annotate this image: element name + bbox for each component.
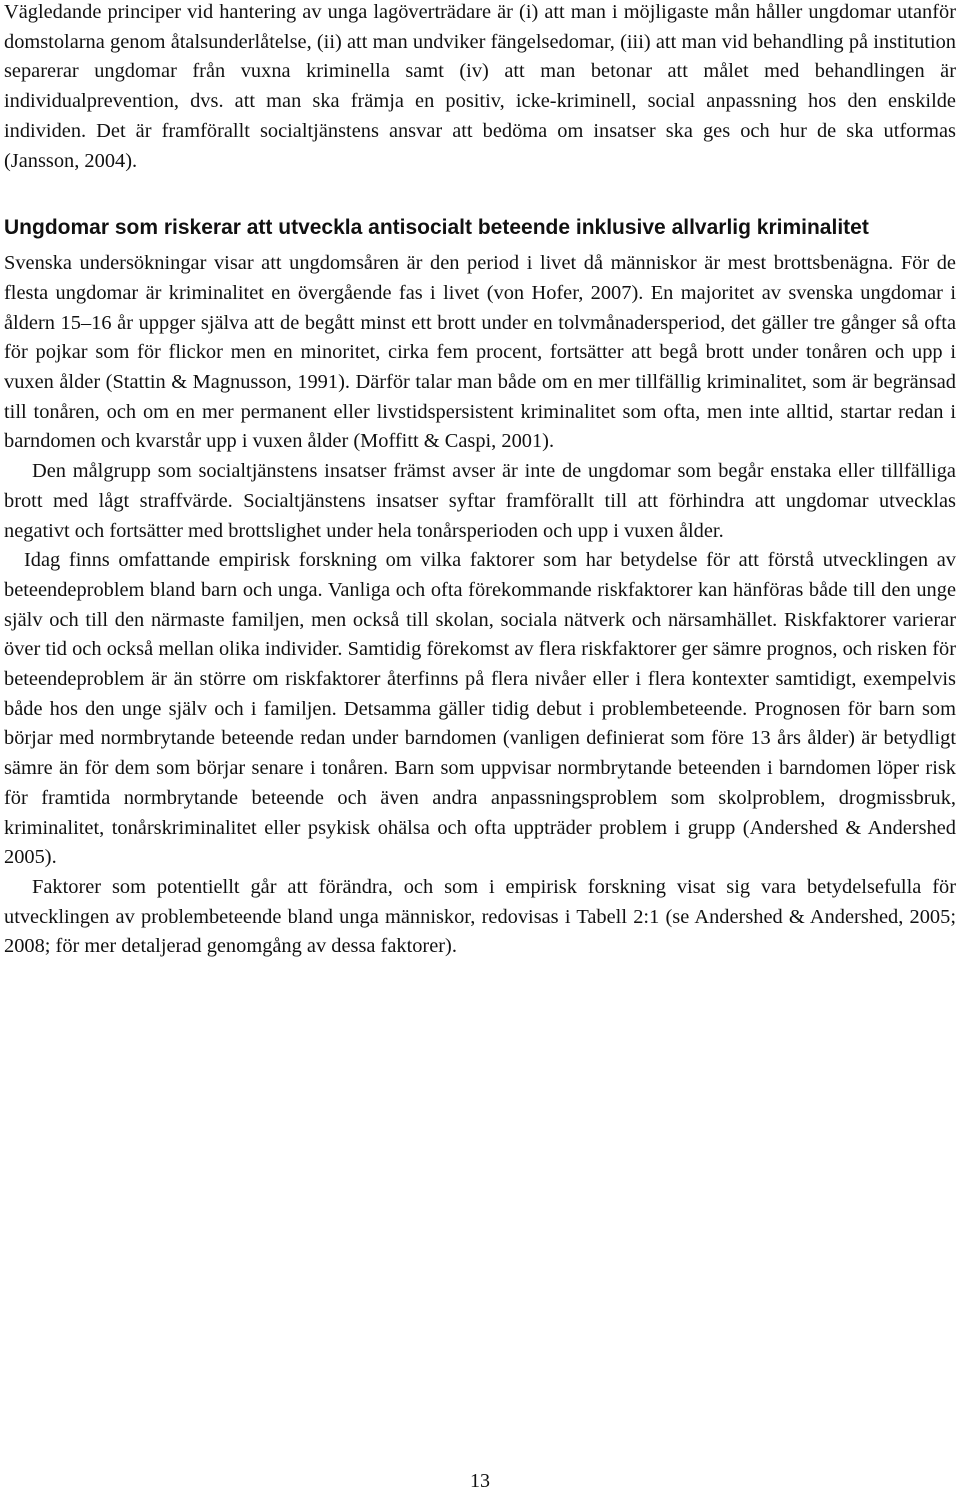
- document-page: [4, 0, 956, 962]
- paragraph-section2: Den målgrupp som socialtjänstens insatser främst avser är inte de ungdomar som begår enstaka eller tillfälliga brott med lågt straffvärde. Socialtjänstens insatser syftar framförallt till att förhindra att ungdomar utvecklas negativt och fortsätter med brottslighet under hela tonårsperioden och upp i vuxen ålder.: [4, 460, 956, 542]
- paragraph-section4: Faktorer som potentiellt går att förändra, och som i empirisk forskning visat sig vara betydelsefulla för utvecklingen av problembeteende bland unga människor, redovisas i Tabell 2:1 (se Andershed & Andershed, 2005; 2008; för mer detaljerad genomgång av dessa faktorer).: [4, 875, 956, 958]
- section-heading: Ungdomar som riskerar att utveckla antisocialt beteende inklusive allvarlig kriminalitet: [4, 216, 869, 240]
- paragraph-section1: Svenska undersökningar visar att ungdomsåren är den period i livet då människor är mest brottsbenägna. För de flesta ungdomar är kriminalitet en övergående fas i livet (von Hofer, 2007). En majoritet av svenska ungdomar i åldern 15–16 år uppger själva att de begått minst ett brott under en tolvmånadersperiod, det gäller tre gånger så ofta för pojkar som för flickor men en minoritet, cirka fem procent, fortsätter att begå brott under tonåren och upp i vuxen ålder (Stattin & Magnusson, 1991). Därför talar man både om en mer tillfällig kriminalitet, som är begränsad till tonåren, och om en mer permanent eller livstidspersistent kriminalitet som ofta, men inte alltid, startar redan i barndomen och kvarstår upp i vuxen ålder (Moffitt & Caspi, 2001).: [4, 252, 956, 453]
- paragraph-intro: Vägledande principer vid hantering av unga lagöverträdare är (i) att man i möjligaste mån håller ungdomar utanför domstolarna genom åtalsunderlåtelse, (ii) att man undviker fängelsedomar, (iii) att man vid behandling på institution separerar ungdomar från vuxna kriminella samt (iv) att man betonar att målet med behandlingen är individualprevention, dvs. att man ska främja en positiv, icke-kriminell, social anpassning hos den enskilde individen. Det är framförallt socialtjänstens ansvar att bedöma om insatser ska ges och hur de ska utformas (Jansson, 2004).: [4, 1, 956, 172]
- page-number: 13: [470, 1470, 490, 1492]
- paragraph-section3: Idag finns omfattande empirisk forskning om vilka faktorer som har betydelse för att förstå utvecklingen av beteendeproblem bland barn och unga. Vanliga och ofta förekommande riskfaktorer kan hänföras både till den unge själv och till den närmaste familjen, men också till skolan, sociala nätverk och närsamhället. Riskfaktorer varierar över tid och också mellan olika individer. Samtidig förekomst av flera riskfaktorer ger sämre prognos, och risken för beteendeproblem är än större om riskfaktorer återfinns på flera nivåer eller i flera kontexter samtidigt, exempelvis både hos den unge själv och i familjen. Detsamma gäller tidig debut i problembeteende. Prognosen för barn som börjar med normbrytande beteende redan under barndomen (vanligen definierat som före 13 års ålder) är betydligt sämre än för dem som börjar senare i tonåren. Barn som uppvisar normbrytande beteenden i barndomen löper risk för framtida normbrytande beteende och även andra anpassningsproblem som skolproblem, drogmissbruk, kriminalitet, tonårskriminalitet eller psykisk ohälsa och ofta uppträder problem i grupp (Andershed & Andershed 2005).: [4, 549, 956, 869]
